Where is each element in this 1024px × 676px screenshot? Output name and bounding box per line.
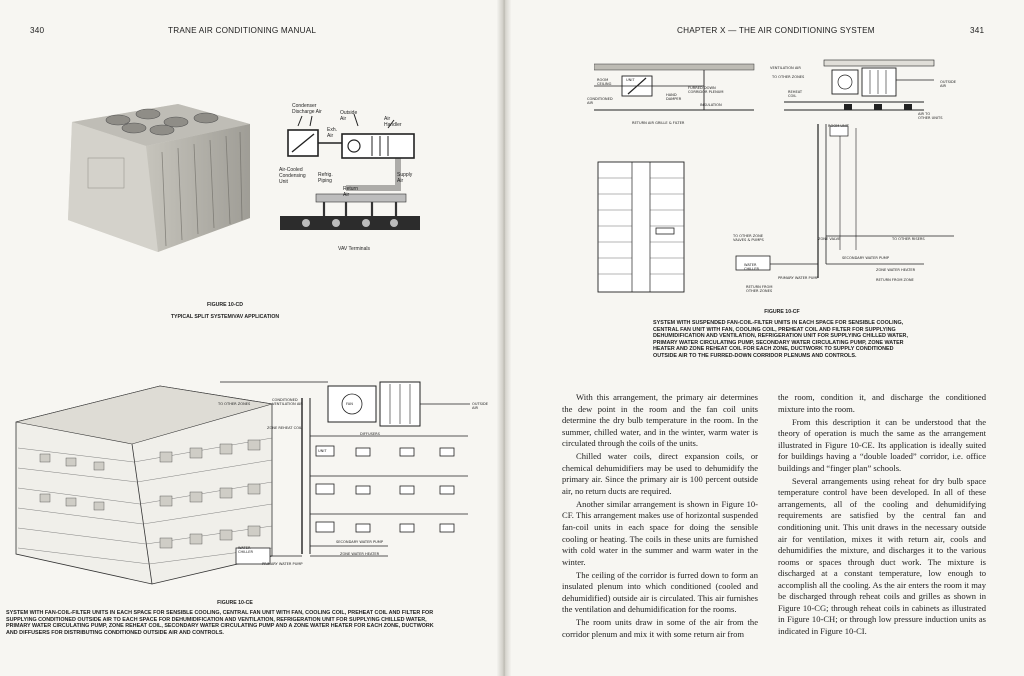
exh-air-label: Exh. Air [327,127,338,139]
paragraph: Several arrangements using reheat for dry bulb space temperature control have been developed. In all of these arrangements, all of the cooling and dehumidifying requirements are satisfied by the central fan and conditioning unit. This unit draws in the necessary outside air for ventilation, mixes it with return air, cools and dehumidifies the mixture, and discharges it to the various rooms or spaces through duct work. The mixture is discharged at a constant temperature, low enough to accomplish all the cooling. As the air enters the room it may be discharged through reheat coils and grilles as shown in Figure 10-CG; through reheat coils in cabinets as illustrated in Figure 10-CH; or through low pressure induction units as indicated in Figure 10-CI. [778,475,986,636]
figure-10-ce-caption: SYSTEM WITH FAN-COIL-FILTER UNITS IN EACH SPACE FOR SENSIBLE COOLING, CENTRAL FAN UNIT WITH FAN, COOLING COIL, PREHEAT COIL AND FILTER FOR SUPPLYING CONDITIONED OUTSIDE AIR TO EACH SPACE FOR DEHUMIDIFICATION AND VENTILATION, REFRIGERATION UNIT FOR SUPPLYING CHILLED WATER, PRIMARY WATER CIRCULATING PUMP, ZONE REHEAT COIL, SECONDARY WATER CIRCULATING PUMP AND A ZONE WATER HEATER FOR EACH ZONE, DUCTWORK AND DIFFUSERS FOR DISTRIBUTING CONDITIONED OUTSIDE AIR AND CONTROLS. [6,610,434,636]
zone-water-heater-label-cf: ZONE WATER HEATER [876,268,916,272]
outside-air-label-cf: OUTSIDE AIR [940,80,957,88]
secondary-pump-label-ce: SECONDARY WATER PUMP [336,540,384,544]
conditioned-ventilation-air-label: CONDITIONED VENTILATION AIR [272,398,303,406]
figure-10-ce-label: FIGURE 10-CE [217,600,253,606]
left-page-number: 340 [30,26,45,35]
unit-label-cf: UNIT [626,78,635,82]
supply-air-label: Supply Air [397,172,413,184]
ventilation-air-label: VENTILATION AIR [770,66,801,70]
conditioned-air-label: CONDITIONED AIR [587,97,613,105]
right-running-head: CHAPTER X — THE AIR CONDITIONING SYSTEM [677,26,875,35]
zone-valve-label: ZONE VALVE [818,237,841,241]
primary-pump-label-cf: PRIMARY WATER PUMP [778,276,819,280]
condenser-discharge-label: Condenser Discharge Air [292,103,322,115]
figure-10-cf-label: FIGURE 10-CF [764,309,800,315]
furred-down-plenum-label: FURRED DOWN CORRIDOR PLENUM [688,86,724,94]
left-running-head: TRANE AIR CONDITIONING MANUAL [168,26,317,35]
secondary-pump-label-cf: SECONDARY WATER PUMP [842,256,890,260]
paragraph: Chilled water coils, direct expansion coils, or chemical dehumidifiers may be used to dehumidify the primary air. Since the primary air is 100 percent outside air, no return ducts are required. [562,451,758,496]
paragraph: From this description it can be understood that the theory of operation is much the same as the arrangement illustrated in Figure 10-CE. Its application is ideally suited for buildings having a “double loaded” corridor, i.e. office buildings and “finger plan” schools. [778,416,986,473]
water-chiller-label-cf: WATER CHILLER [744,263,760,271]
body-column-2 [778,392,986,639]
book-gutter [497,0,511,676]
return-air-label: Return Air [343,186,359,198]
condensing-unit-photo [58,100,258,260]
body-column-1 [562,392,758,642]
return-grille-label: RETURN AIR GRILLE & FILTER [632,121,685,125]
to-other-zones-label-cf: TO OTHER ZONES [772,75,805,79]
paragraph: The room units draw in some of the air from the corridor plenum and mix it with some return air from [562,617,758,639]
water-chiller-label-ce: WATER CHILLER [238,546,254,554]
figure-10-cd-title: TYPICAL SPLIT SYSTEM/VAV APPLICATION [170,314,280,320]
to-other-zone-valves-label: TO OTHER ZONE VALVES & PUMPS [733,234,764,242]
primary-pump-label-ce: PRIMARY WATER PUMP [262,562,303,566]
zone-reheat-coil-label: ZONE REHEAT COIL [267,426,303,430]
suspended-fan-coil-drawing [594,50,974,300]
room-ceiling-label: ROOM CEILING [597,78,612,86]
paragraph: The ceiling of the corridor is furred down to form an insulated plenum into which conditioned (cooled and dehumidified) outside air is circulated. This air furnishes the ventilation and dehumidification for the rooms. [562,569,758,615]
paragraph: Another similar arrangement is shown in Figure 10-CF. This arrangement makes use of horizontal suspended fan-coil units in each space for doing the sensible cooling or heating. The coils in these units are furnished with cold water in the summer and warm water in the winter. [562,498,758,567]
room-unit-label: ROOM UNIT [828,124,849,128]
to-other-zones-label-ce: TO OTHER ZONES [218,402,251,406]
return-from-zone-label: RETURN FROM ZONE [876,278,914,282]
figure-10-cf-caption: SYSTEM WITH SUSPENDED FAN-COIL-FILTER UNITS IN EACH SPACE FOR SENSIBLE COOLING, CENTRAL FAN UNIT WITH FAN, COOLING COIL, PREHEAT COIL AND FILTER FOR SUPPLYING DEHUMIDIFICATION AND VENTILATION, REFRIGERATION UNIT FOR SUPPLYING CHILLED WATER, PRIMARY WATER CIRCULATING PUMP, SECONDARY WATER CIRCULATING PUMP, ZONE WATER HEATER AND ZONE REHEAT COIL FOR EACH ZONE, DUCTWORK TO SUPPLY CONDITIONED OUTSIDE AIR TO THE FURRED-DOWN CORRIDOR PLENUMS AND CONTROLS. [653,320,908,359]
air-cooled-unit-label: Air-Cooled Condensing Unit [279,167,306,185]
figure-10-cd-label: FIGURE 10-CD [206,302,244,308]
return-other-zones-label: RETURN FROM OTHER ZONES [746,285,773,293]
paragraph: With this arrangement, the primary air determines the dew point in the room and the fan coil units determine the dry bulb temperature in the room. In the summer, chilled water, and in the winter, warm water is circulated through the coils of the units. [562,392,758,449]
insulation-label: INSULATION [700,103,722,107]
outside-air-label: Outside Air [340,110,358,122]
fan-label: FAN [346,402,353,406]
reheat-coil-label: REHEAT COIL [788,90,803,98]
hand-damper-label: HAND DAMPER [666,93,682,101]
paragraph: the room, condition it, and discharge the conditioned mixture into the room. [778,392,986,414]
diffusers-label: DIFFUSERS [360,432,380,436]
zone-water-heater-label-ce: ZONE WATER HEATER [340,552,380,556]
to-other-risers-label: TO OTHER RISERS [892,237,925,241]
vav-terminals-label: VAV Terminals [338,246,370,252]
unit-label-ce: UNIT [318,449,327,453]
air-handler-label: Air Handler [384,116,402,128]
outside-air-label-ce: OUTSIDE AIR [472,402,489,410]
refrig-piping-label: Refrig. Piping [318,172,333,184]
right-page-number: 341 [970,26,985,35]
air-other-units-label: AIR TO OTHER UNITS [918,112,943,120]
